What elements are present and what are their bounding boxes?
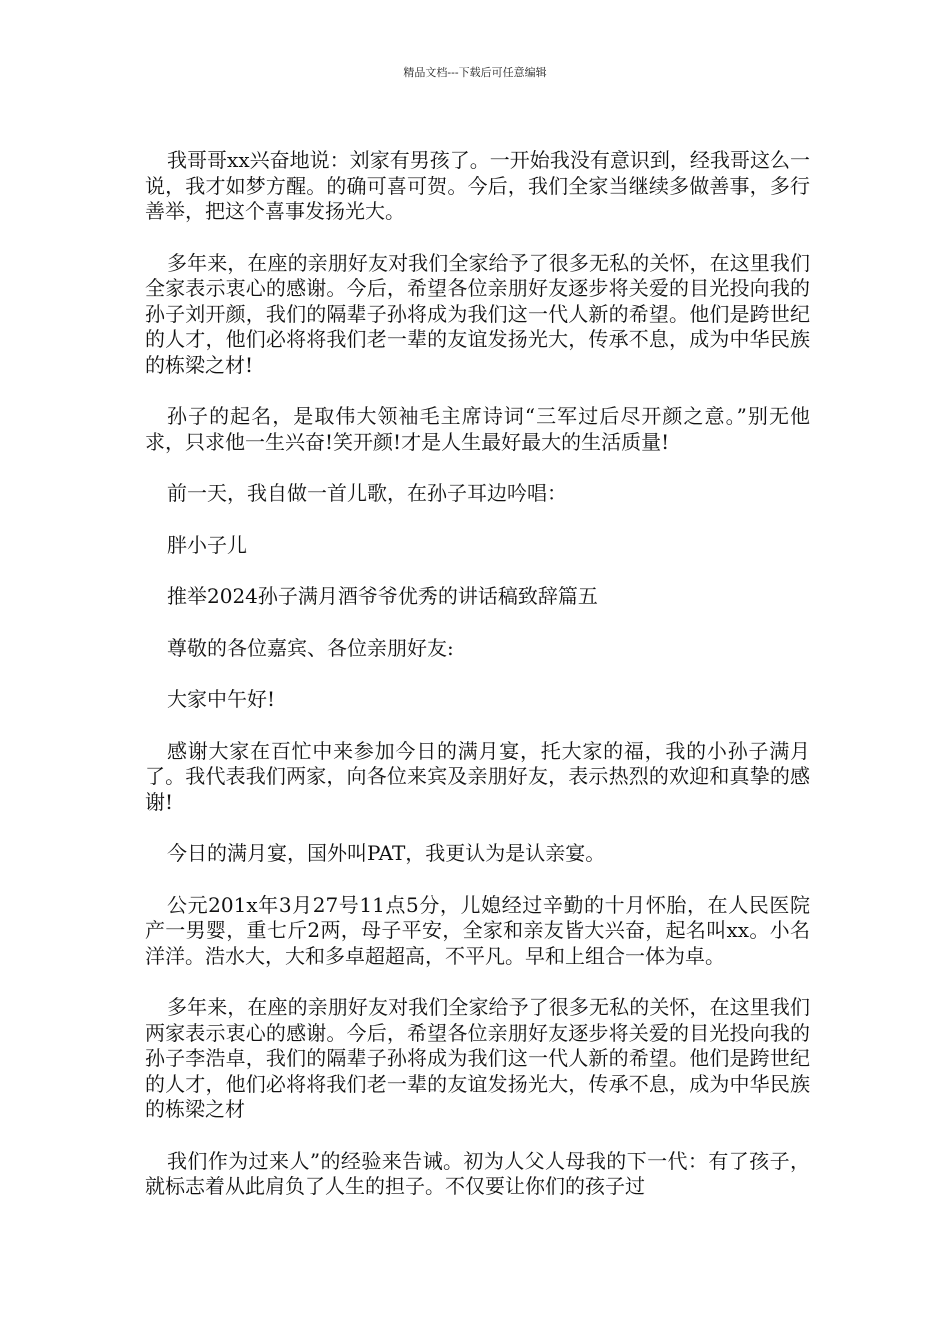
header-note: 精品文档---下载后可任意编辑 <box>403 66 547 79</box>
document-body <box>145 148 810 1226</box>
section-heading: 推举2024孙子满月酒爷爷优秀的讲话稿致辞篇五 <box>167 584 598 608</box>
paragraph-13: 我们作为过来人”的经验来告诫。初为人父人母我的下一代：有了孩子，就标志着从此肩负了人生的担子。不仅要让你们的孩子过 <box>145 1148 810 1198</box>
paragraph-3: 孙子的起名，是取伟大领袖毛主席诗词“三军过后尽开颜之意。”别无他求，只求他一生兴奋!笑开颜!才是人生最好最大的生活质量! <box>145 404 810 454</box>
paragraph-11: 公元201x年3月27号11点5分，儿媳经过辛勤的十月怀胎，在人民医院产一男婴，重七斤2两，母子平安，全家和亲友皆大兴奋，起名叫xx。小名洋洋。浩水大，大和多卓超超高，不平凡。早和上组合一体为卓。 <box>145 892 810 968</box>
paragraph-9: 感谢大家在百忙中来参加今日的满月宴，托大家的福，我的小孙子满月了。我代表我们两家，向各位来宾及亲朋好友，表示热烈的欢迎和真挚的感谢! <box>145 738 810 814</box>
paragraph-10: 今日的满月宴，国外叫PAT，我更认为是认亲宴。 <box>167 841 606 865</box>
paragraph-12: 多年来，在座的亲朋好友对我们全家给予了很多无私的关怀，在这里我们两家表示衷心的感谢。今后，希望各位亲朋好友逐步将关爱的目光投向我的孙子李浩卓，我们的隔辈子孙将成为我们这一代人新的希望。他们是跨世纪的人才，他们必将将我们老一辈的友谊发扬光大，传承不息，成为中华民族的栋梁之材 <box>145 995 810 1121</box>
salutation: 尊敬的各位嘉宾、各位亲朋好友: <box>167 635 454 660</box>
paragraph-4: 前一天，我自做一首儿歌，在孙子耳边吟唱： <box>167 481 567 505</box>
paragraph-5: 胖小子儿 <box>167 532 247 557</box>
paragraph-2: 多年来，在座的亲朋好友对我们全家给予了很多无私的关怀，在这里我们全家表示衷心的感谢。今后，希望各位亲朋好友逐步将关爱的目光投向我的孙子刘开颜，我们的隔辈子孙将成为我们这一代人新的希望。他们是跨世纪的人才，他们必将将我们老一辈的友谊发扬光大，传承不息，成为中华民族的栋梁之材! <box>145 250 810 377</box>
paragraph-1: 我哥哥xx兴奋地说：刘家有男孩了。一开始我没有意识到，经我哥这么一说，我才如梦方醒。的确可喜可贺。今后，我们全家当继续多做善事，多行善举，把这个喜事发扬光大。 <box>145 148 810 223</box>
greeting: 大家中午好! <box>167 687 276 711</box>
